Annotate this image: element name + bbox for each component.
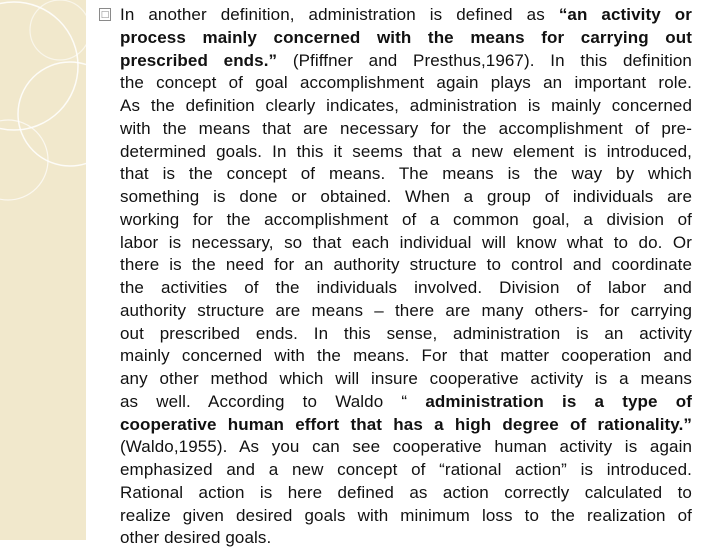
text-segment: any other method which will insure cooperative activity is a means	[120, 369, 692, 388]
paragraph-line	[120, 300, 692, 323]
text-segment: In another definition, administration is defined as	[120, 5, 559, 24]
text-segment: determined goals. In this it seems that a new element is introduced,	[120, 141, 692, 161]
paragraph-line	[120, 368, 692, 391]
text-segment: authority structure are means – there are many others- for carrying	[120, 300, 692, 320]
bold-text-segment: administration is a type of	[425, 391, 692, 411]
text-segment: labor is necessary, so that each individual will know what to do. Or	[120, 232, 692, 252]
paragraph-line	[120, 459, 692, 482]
text-segment: that is the concept of means. The means is the way by which	[120, 164, 692, 184]
paragraph-line	[120, 27, 692, 50]
paragraph-line	[120, 163, 692, 186]
text-segment: as well. According to Waldo “	[120, 391, 426, 411]
text-segment: something is done or obtained. When a group of individuals are	[120, 187, 692, 206]
paragraph-line	[120, 527, 692, 550]
slide-paragraph	[120, 4, 692, 550]
text-segment: the concept of goal accomplishment again plays an important role.	[120, 73, 692, 93]
text-segment: realize given desired goals with minimum loss to the realization of	[120, 505, 692, 525]
bold-text-segment: process mainly concerned with the means for carrying out	[120, 27, 692, 47]
paragraph-line	[120, 118, 692, 141]
paragraph-line	[120, 505, 692, 528]
text-segment: working for the accomplishment of a common goal, a division of	[120, 209, 692, 229]
text-segment: As the definition clearly indicates, administration is mainly concerned	[120, 96, 692, 115]
paragraph-line	[120, 345, 692, 368]
text-segment: mainly concerned with the means. For that matter cooperation and	[120, 346, 692, 366]
paragraph-line	[120, 482, 692, 505]
paragraph-line	[120, 4, 692, 27]
paragraph-line	[120, 186, 692, 209]
text-segment: emphasized and a new concept of “rational action” is introduced.	[120, 460, 692, 479]
paragraph-line	[120, 72, 692, 95]
paragraph-line	[120, 95, 692, 118]
paragraph-line	[120, 254, 692, 277]
paragraph-line	[120, 414, 692, 437]
text-segment: with the means that are necessary for the accomplishment of pre-	[120, 118, 692, 138]
decorative-side-band	[0, 0, 86, 540]
decorative-circles	[0, 0, 86, 540]
paragraph-line	[120, 50, 692, 73]
text-segment: the activities of the individuals involved. Division of labor and	[120, 278, 692, 297]
paragraph-line	[120, 391, 692, 414]
bullet-box-icon: □	[100, 10, 110, 20]
bold-text-segment: cooperative human effort that has a high degree of rationality.”	[120, 414, 692, 434]
text-segment: other desired goals.	[120, 528, 272, 548]
text-segment: there is the need for an authority structure to control and coordinate	[120, 255, 692, 275]
text-segment: (Waldo,1955). As you can see cooperative human activity is again	[120, 437, 692, 457]
paragraph-line	[120, 436, 692, 459]
paragraph-line	[120, 323, 692, 346]
text-segment: out prescribed ends. In this sense, administration is an activity	[120, 323, 692, 343]
bold-text-segment: prescribed ends.”	[120, 50, 278, 70]
paragraph-line	[120, 232, 692, 255]
paragraph-line	[120, 209, 692, 232]
text-segment: (Pfiffner and Presthus,1967). In this definition	[277, 50, 692, 70]
text-segment: Rational action is here defined as action correctly calculated to	[120, 482, 692, 502]
bold-text-segment: “an activity or	[558, 5, 693, 24]
paragraph-line	[120, 277, 692, 300]
paragraph-line	[120, 141, 692, 164]
